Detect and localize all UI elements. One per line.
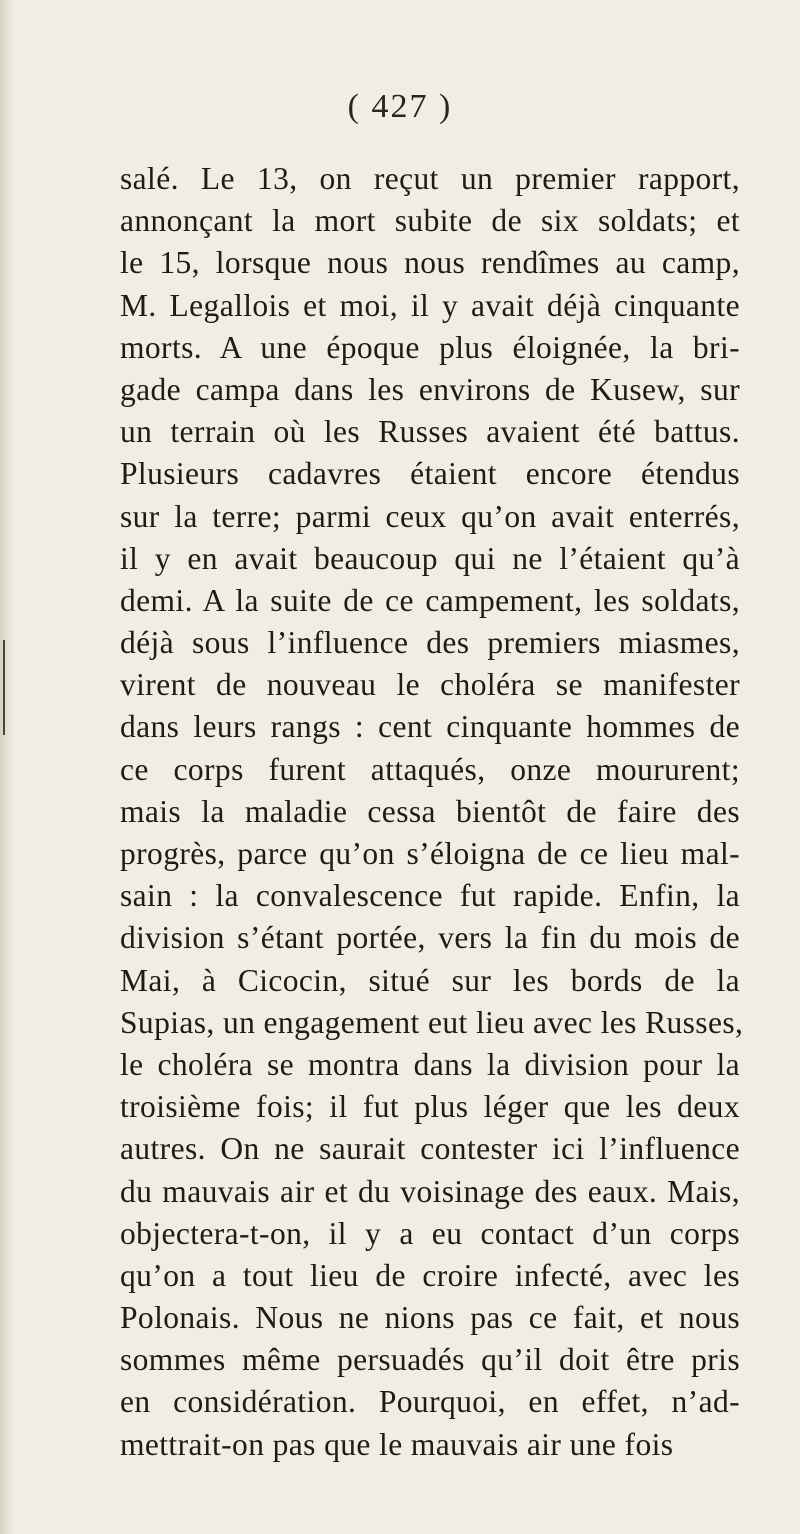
body-text xyxy=(120,158,744,1466)
text-line: annonçant la mort subite de six soldats; et xyxy=(120,203,740,239)
text-line: progrès, parce qu’on s’éloigna de ce lieu mal- xyxy=(120,836,740,871)
text-line: déjà sous l’influence des premiers miasmes, xyxy=(120,625,740,661)
text-line: Plusieurs cadavres étaient encore étendus xyxy=(120,456,740,492)
text-line: il y en avait beaucoup qui ne l’étaient qu’à xyxy=(120,540,740,576)
page-binding-shadow xyxy=(0,0,14,1534)
margin-mark xyxy=(3,640,5,735)
text-line: en considération. Pourquoi, en effet, n’ad- xyxy=(120,1384,740,1420)
text-line: mettrait-on pas que le mauvais air une fois xyxy=(120,1426,674,1462)
text-line: morts. A une époque plus éloignée, la bri- xyxy=(120,329,740,365)
text-line: Supias, un engagement eut lieu avec les Russes, xyxy=(120,1004,744,1040)
text-line: troisième fois; il fut plus léger que les deux xyxy=(120,1089,740,1125)
text-line: le choléra se montra dans la division pour la xyxy=(120,1046,740,1082)
text-line: mais la maladie cessa bientôt de faire des xyxy=(120,793,740,829)
text-line: un terrain où les Russes avaient été battus. xyxy=(120,414,740,450)
text-line: du mauvais air et du voisinage des eaux. Mais, xyxy=(120,1173,740,1209)
text-line: salé. Le 13, on reçut un premier rapport, xyxy=(120,161,740,196)
text-line: dans leurs rangs : cent cinquante hommes de xyxy=(120,709,740,745)
text-line: le 15, lorsque nous nous rendîmes au camp, xyxy=(120,245,740,281)
text-line: sur la terre; parmi ceux qu’on avait enterrés, xyxy=(120,498,740,534)
text-line: ce corps furent attaqués, onze moururent; xyxy=(120,751,740,787)
text-line: Mai, à Cicocin, situé sur les bords de la xyxy=(120,962,740,998)
text-line: division s’étant portée, vers la fin du mois de xyxy=(120,920,740,956)
text-line: Polonais. Nous ne nions pas ce fait, et nous xyxy=(120,1300,740,1336)
text-line: sain : la convalescence fut rapide. Enfin, la xyxy=(120,878,740,914)
page-number: ( 427 ) xyxy=(347,88,453,125)
text-line: virent de nouveau le choléra se manifester xyxy=(120,667,740,703)
text-line: gade campa dans les environs de Kusew, sur xyxy=(120,371,740,407)
text-line: autres. On ne saurait contester ici l’influence xyxy=(120,1131,740,1167)
text-line: M. Legallois et moi, il y avait déjà cinquante xyxy=(120,287,740,323)
text-line: sommes même persuadés qu’il doit être pris xyxy=(120,1342,740,1378)
text-line: demi. A la suite de ce campement, les soldats, xyxy=(120,582,740,618)
text-line: qu’on a tout lieu de croire infecté, avec les xyxy=(120,1257,740,1293)
text-line: objectera-t-on, il y a eu contact d’un corps xyxy=(120,1215,740,1251)
